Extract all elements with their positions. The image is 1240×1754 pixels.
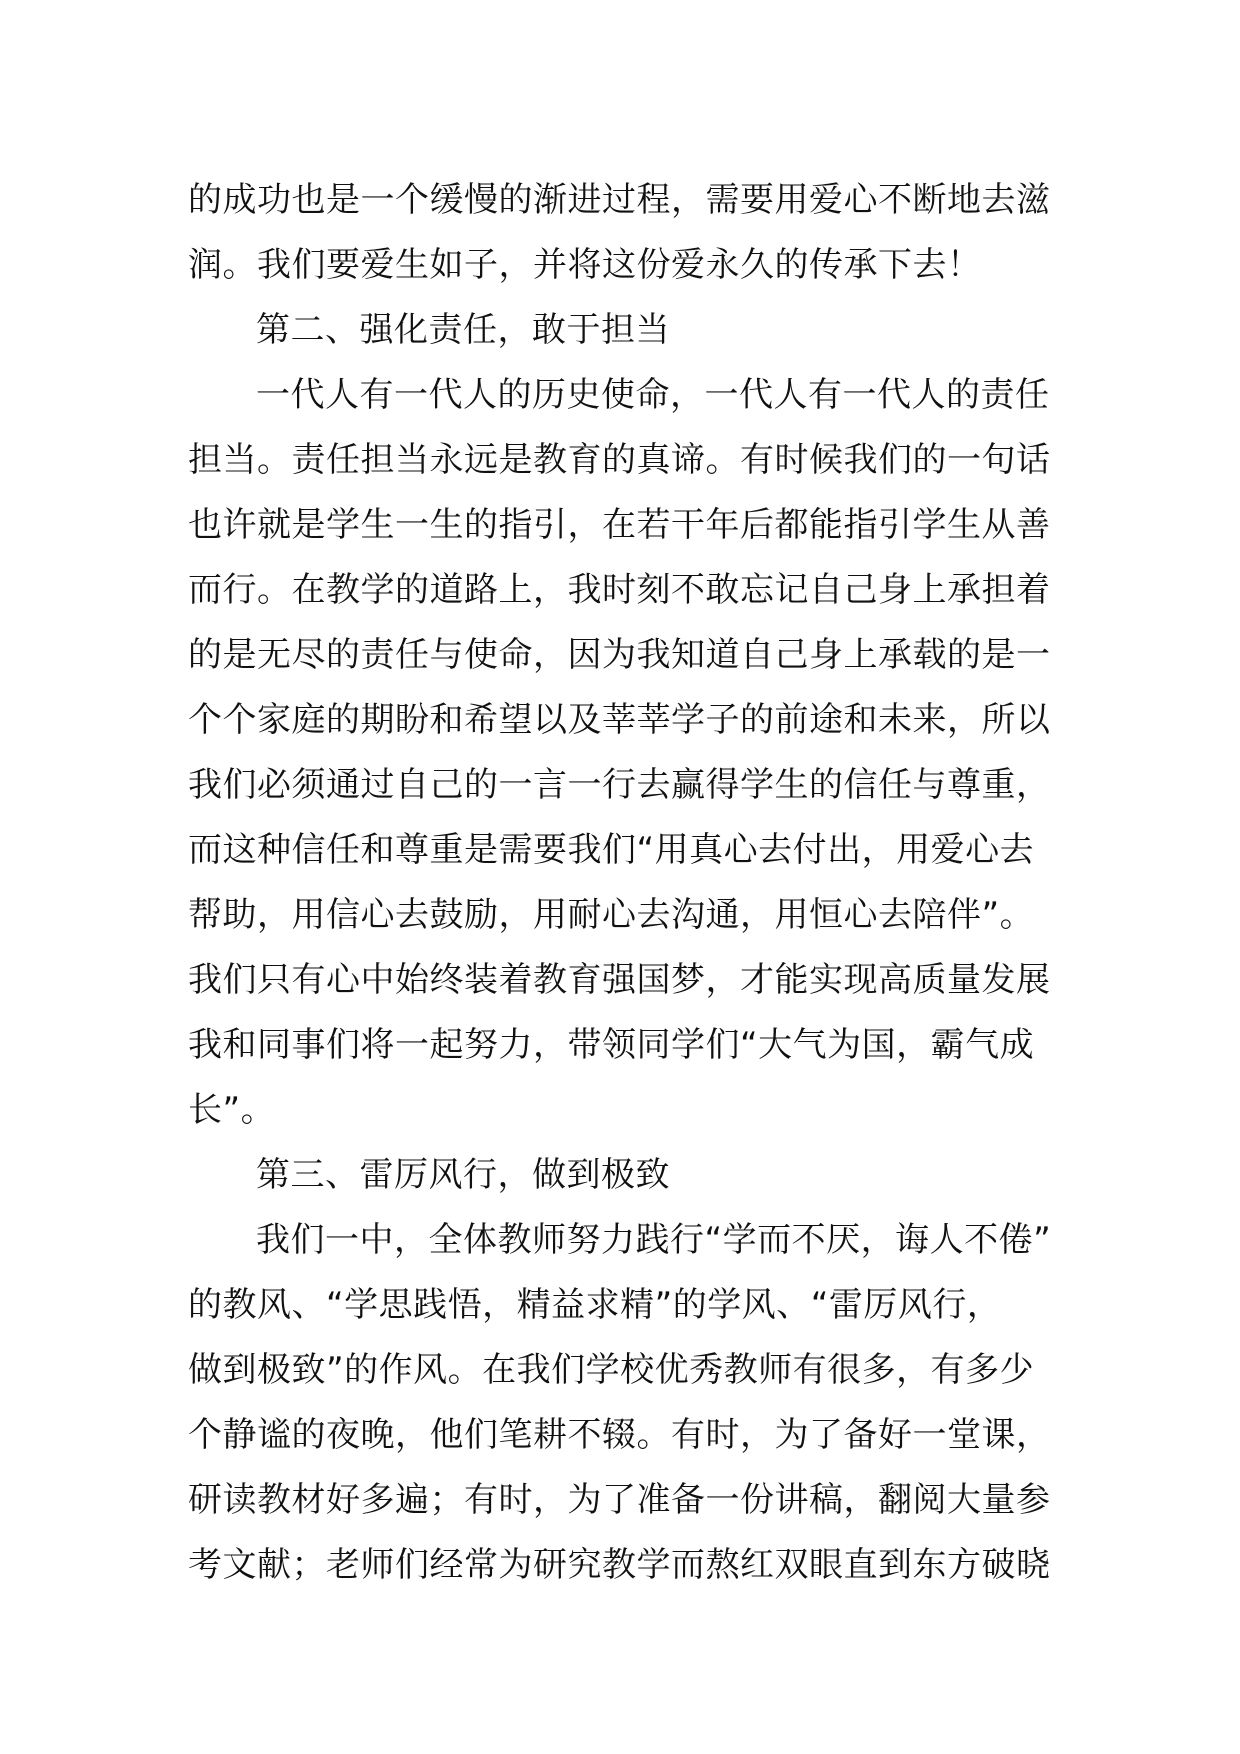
text-line: 帮助，用信心去鼓励，用耐心去沟通，用恒心去陪伴”。: [188, 895, 1035, 935]
document-body: [188, 168, 1056, 1598]
text-line: 润。我们要爱生如子，并将这份爱永久的传承下去！: [188, 245, 982, 285]
text-line: 个静谧的夜晚，他们笔耕不辍。有时，为了备好一堂课，: [188, 1415, 1051, 1455]
text-line: 我们必须通过自己的一言一行去赢得学生的信任与尊重，: [188, 765, 1051, 805]
text-line: 我和同事们将一起努力，带领同学们“大气为国，霸气成: [188, 1025, 1035, 1065]
text-line: 长”。: [188, 1090, 276, 1130]
text-line: 而这种信任和尊重是需要我们“用真心去付出，用爱心去: [188, 830, 1035, 870]
text-line: 研读教材好多遍；有时，为了准备一份讲稿，翻阅大量参: [188, 1480, 1051, 1520]
text-line: 我们只有心中始终装着教育强国梦，才能实现高质量发展: [188, 960, 1051, 1000]
text-line: 也许就是学生一生的指引，在若干年后都能指引学生从善: [188, 505, 1051, 545]
paragraph-first-line: 一代人有一代人的历史使命，一代人有一代人的责任: [256, 375, 1050, 415]
text-line: 担当。责任担当永远是教育的真谛。有时候我们的一句话: [188, 440, 1051, 480]
text-line: 的教风、“学思践悟，精益求精”的学风、“雷厉风行，: [188, 1285, 1002, 1325]
text-line: 个个家庭的期盼和希望以及莘莘学子的前途和未来，所以: [188, 700, 1051, 740]
text-line: 的是无尽的责任与使命，因为我知道自己身上承载的是一: [188, 635, 1051, 675]
paragraph-first-line: 第二、强化责任，敢于担当: [256, 310, 670, 350]
paragraph-first-line: 第三、雷厉风行，做到极致: [256, 1155, 670, 1195]
text-line: 考文献；老师们经常为研究教学而熬红双眼直到东方破晓: [188, 1545, 1051, 1585]
text-line: 而行。在教学的道路上，我时刻不敢忘记自己身上承担着: [188, 570, 1051, 610]
text-line: 做到极致”的作风。在我们学校优秀教师有很多，有多少: [188, 1350, 1035, 1390]
paragraph-first-line: 我们一中，全体教师努力践行“学而不厌，诲人不倦”: [256, 1220, 1052, 1260]
text-line: 的成功也是一个缓慢的渐进过程，需要用爱心不断地去滋: [188, 180, 1051, 220]
